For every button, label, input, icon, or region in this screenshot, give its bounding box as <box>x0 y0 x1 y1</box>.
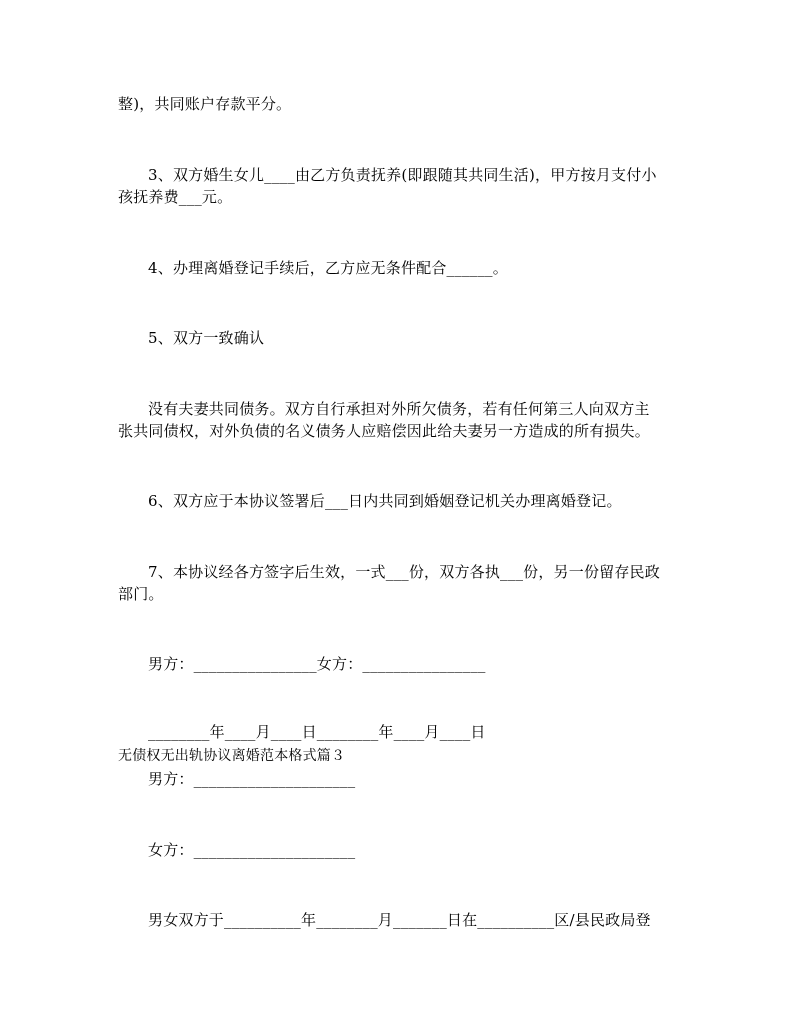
section-heading: 无债权无出轨协议离婚范本格式篇３ <box>118 748 346 764</box>
clause-3-continuation: 孩抚养费___元。 <box>118 188 233 206</box>
female-party-field: 女方：_____________________ <box>148 841 356 859</box>
clause-7-continuation: 部门。 <box>118 585 164 603</box>
male-party-field: 男方：_____________________ <box>148 770 356 788</box>
registration-text: 男女双方于__________年________月_______日在__________区/县民政局登 <box>148 911 651 929</box>
clause-7-text: 7、本协议经各方签字后生效，一式___份，双方各执___份，另一份留存民政 <box>148 563 660 581</box>
clause-5-text: 5、双方一致确认 <box>148 329 265 347</box>
debt-paragraph-continuation: 张共同债权，对外负债的名义债务人应赔偿因此给夫妻另一方造成的所有损失。 <box>118 422 651 440</box>
paragraph-text: 整)，共同账户存款平分。 <box>118 95 292 113</box>
clause-4-text: 4、办理离婚登记手续后，乙方应无条件配合______。 <box>148 259 508 277</box>
clause-6-text: 6、双方应于本协议签署后___日内共同到婚姻登记机关办理离婚登记。 <box>148 492 622 510</box>
signature-line: 男方：________________女方：________________ <box>148 655 486 673</box>
debt-paragraph-text: 没有夫妻共同债务。双方自行承担对外所欠债务，若有任何第三人向双方主 <box>148 400 650 418</box>
clause-3-text: 3、双方婚生女儿____由乙方负责抚养(即跟随其共同生活)，甲方按月支付小 <box>148 166 657 184</box>
date-line: ________年____月____日________年____月____日 <box>148 723 486 741</box>
